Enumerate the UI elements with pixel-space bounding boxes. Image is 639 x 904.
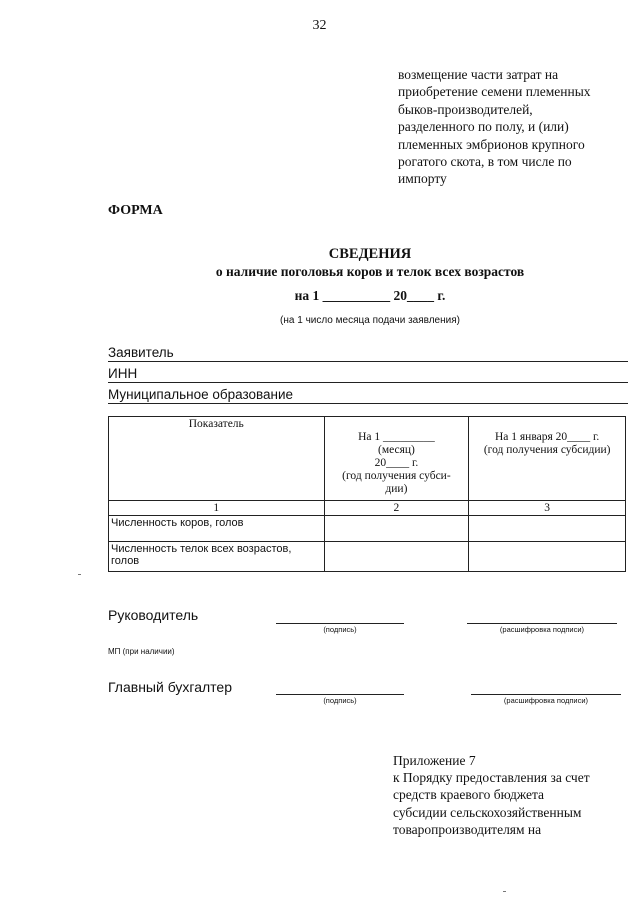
decoding-caption: (расшифровка подписи) [503,696,589,705]
column-number: 1 [109,501,325,516]
purpose-line: племенных эмбрионов крупного [398,136,585,152]
chief-accountant-label: Главный бухгалтер [108,679,232,695]
purpose-line: рогатого скота, в том числе по [398,154,572,170]
accountant-decoding-line[interactable] [471,694,621,705]
header-col3-line: На 1 января 20____ г. [494,431,600,443]
municipality-field[interactable] [108,387,628,404]
purpose-line: импорту [398,171,447,187]
appendix-line: субсидии сельскохозяйственным [393,804,582,820]
appendix-line: товаропроизводителям на [393,821,542,837]
header-col2-line: На 1 _________ [358,431,435,443]
appendix-line: к Порядку предоставления за счет [393,770,590,786]
inn-label: ИНН [108,366,138,381]
table-header-row [109,417,626,501]
purpose-text [398,66,628,188]
applicant-label: Заявитель [108,345,174,360]
header-col2-line: 20____ г. [374,457,419,469]
signature-caption: (подпись) [323,625,357,634]
table-row [109,516,626,542]
appendix-line: Приложение 7 [393,753,476,768]
decoding-caption: (расшифровка подписи) [499,625,585,634]
page-number: 32 [312,18,327,33]
header-col2-line: дии) [385,483,408,495]
head-decoding-line[interactable] [467,623,617,634]
inn-field[interactable] [108,366,628,383]
document-title: СВЕДЕНИЯ [328,246,412,262]
column-number: 2 [324,501,469,516]
header-col2 [324,417,469,501]
date-line: на 1 __________ 20____ г. [294,288,446,303]
row-value-col2[interactable] [324,542,469,572]
purpose-line: приобретение семени племенных [398,84,591,100]
head-signature-line[interactable] [276,623,404,634]
table-number-row [109,501,626,516]
row-value-col2[interactable] [324,516,469,542]
municipality-label: Муниципальное образование [108,387,294,402]
header-col3 [469,417,626,501]
scan-speck [503,891,506,892]
header-col2-line: (год получения субси- [342,470,451,482]
head-label: Руководитель [108,607,199,623]
form-label: ФОРМА [108,203,163,218]
purpose-line: возмещение части затрат на [398,67,559,82]
appendix-text [393,752,633,838]
scan-speck [78,574,81,575]
document-subtitle: о наличие поголовья коров и телок всех возрастов [215,264,525,279]
row-value-col3[interactable] [469,516,626,542]
purpose-line: разделенного по полу, и (или) [398,119,569,135]
row-value-col3[interactable] [469,542,626,572]
column-number: 3 [469,501,626,516]
appendix-line: средств краевого бюджета [393,787,545,803]
header-col2-line: (месяц) [377,444,415,456]
row-label: Численность коров, голов [109,516,325,542]
accountant-signature-line[interactable] [276,694,404,705]
stamp-note: МП (при наличии) [108,647,175,656]
date-note: (на 1 число месяца подачи заявления) [280,315,460,326]
signature-caption: (подпись) [323,696,357,705]
row-label: Численность телок всех возрастов, голов [109,542,325,572]
purpose-line: быков-производителей, [398,101,533,117]
applicant-field[interactable] [108,345,628,362]
table-row [109,542,626,572]
header-col3-line: (год получения субсидии) [483,444,611,456]
data-table [108,416,626,572]
header-indicator: Показатель [109,417,325,501]
